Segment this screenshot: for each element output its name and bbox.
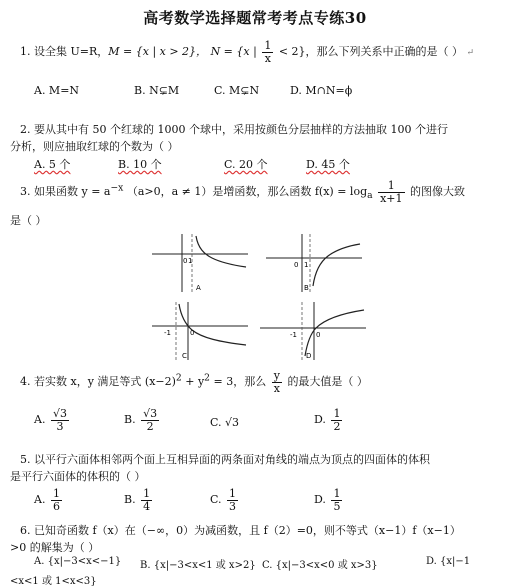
q5-option-c: C. $\frac{1}{3}$ [210,487,237,513]
graph-a-tick-0: 0 [183,257,188,265]
graph-d [258,300,368,362]
q1-option-c: C. M⊊N [214,84,260,97]
q2-option-c: C. 20 个 [224,158,268,171]
graph-b [264,232,364,294]
graph-a-curve [196,236,246,267]
return-mark-icon: ↵ [466,48,475,59]
fraction-1-over-x: $\frac{1}{x}$ [264,39,272,65]
graph-a [150,232,250,294]
page-title: 高考数学选择题常考考点专练30 [143,9,367,27]
question-3-line2: 是（ ） [10,214,47,227]
graph-b-tick-0: 0 [294,261,299,269]
q4-option-b: B. $\frac{√3}{2}$ [124,407,158,433]
graph-a-tick-1: 1 [188,257,193,265]
graph-a-label: A [196,284,201,292]
question-2-line1: 2. 要从其中有 50 个红球的 1000 个球中，采用按颜色分层抽样的方法抽取 100 个进行 [20,123,448,136]
q2-option-b: B. 10 个 [118,158,162,171]
graph-b-label: B [304,284,309,292]
graph-c-tick-0: 0 [190,329,195,337]
q6-option-a: A. {x|−3<x<−1} [34,556,122,567]
question-3-line1: 3. 如果函数 $y = a^{-x}$ （a>0，a ≠ 1）是增函数，那么函数 $f(x) = \log_a$ $\frac{1}{x+1}$ 的图像大致 [20,179,466,205]
q6-option-c: C. {x|−3<x<0 或 x>3} [262,560,378,571]
question-6-line1: 6. 已知奇函数 f（x）在（−∞，0）为减函数，且 f（2）=0，则不等式（x−1）f（x−1） [20,524,461,537]
q1-option-a: A. M=N [34,84,80,97]
graph-b-tick-1: 1 [304,261,309,269]
graph-d-label: D [306,352,312,360]
q4-option-c: C. √3 [210,416,240,429]
graph-d-tick-0: 0 [316,331,321,339]
fraction-1-over-x-plus-1: $\frac{1}{x+1}$ [380,179,403,205]
q1-option-d: D. M∩N=ϕ [290,84,353,97]
q1-option-b: B. N⊊M [134,84,180,97]
q2-option-d: D. 45 个 [306,158,350,171]
q6-option-b: B. {x|−3<x<1 或 x>2} [140,560,256,571]
graph-c [150,300,250,362]
q5-option-b: B. $\frac{1}{4}$ [124,487,151,513]
question-5-line2: 是平行六面体的体积的（ ） [10,470,146,483]
graph-c-curve [179,304,246,345]
question-5-line1: 5. 以平行六面体相邻两个面上互相异面的两条面对角线的端点为顶点的四面体的体积 [20,453,430,466]
fraction-y-over-x: $\frac{y}{x}$ [273,369,280,395]
q6-option-d-continued: <x<1 或 1<x<3} [10,576,97,587]
q4-option-a: A. $\frac{√3}{3}$ [34,407,67,433]
question-2-line2: 分析，则应抽取红球的个数为（ ） [10,140,179,153]
question-4-stem: 4. 若实数 x，y 满足等式 $(x-2)^2 + y^2 = 3$，那么 $\frac{y}{x}$ 的最大值是（ ） [20,369,368,395]
q4-option-d: D. $\frac{1}{2}$ [314,407,341,433]
q6-option-d: D. {x|−1 [426,556,471,567]
q2-option-a: A. 5 个 [34,158,71,171]
q5-option-a: A. $\frac{1}{6}$ [34,487,60,513]
graph-d-tick-neg1: -1 [290,331,297,339]
question-1-stem: 1. 设全集 U=R，M = {x | x > 2}， N = {x | $\frac{1}{x}$ < 2}，那么下列关系中正确的是（ ） ↵ [20,39,475,65]
graph-b-curve [313,244,360,286]
q5-option-d: D. $\frac{1}{5}$ [314,487,341,513]
graph-c-label: C [182,352,187,360]
graph-c-tick-neg1: -1 [164,329,171,337]
question-6-line2: >0 的解集为（ ） [10,541,100,554]
